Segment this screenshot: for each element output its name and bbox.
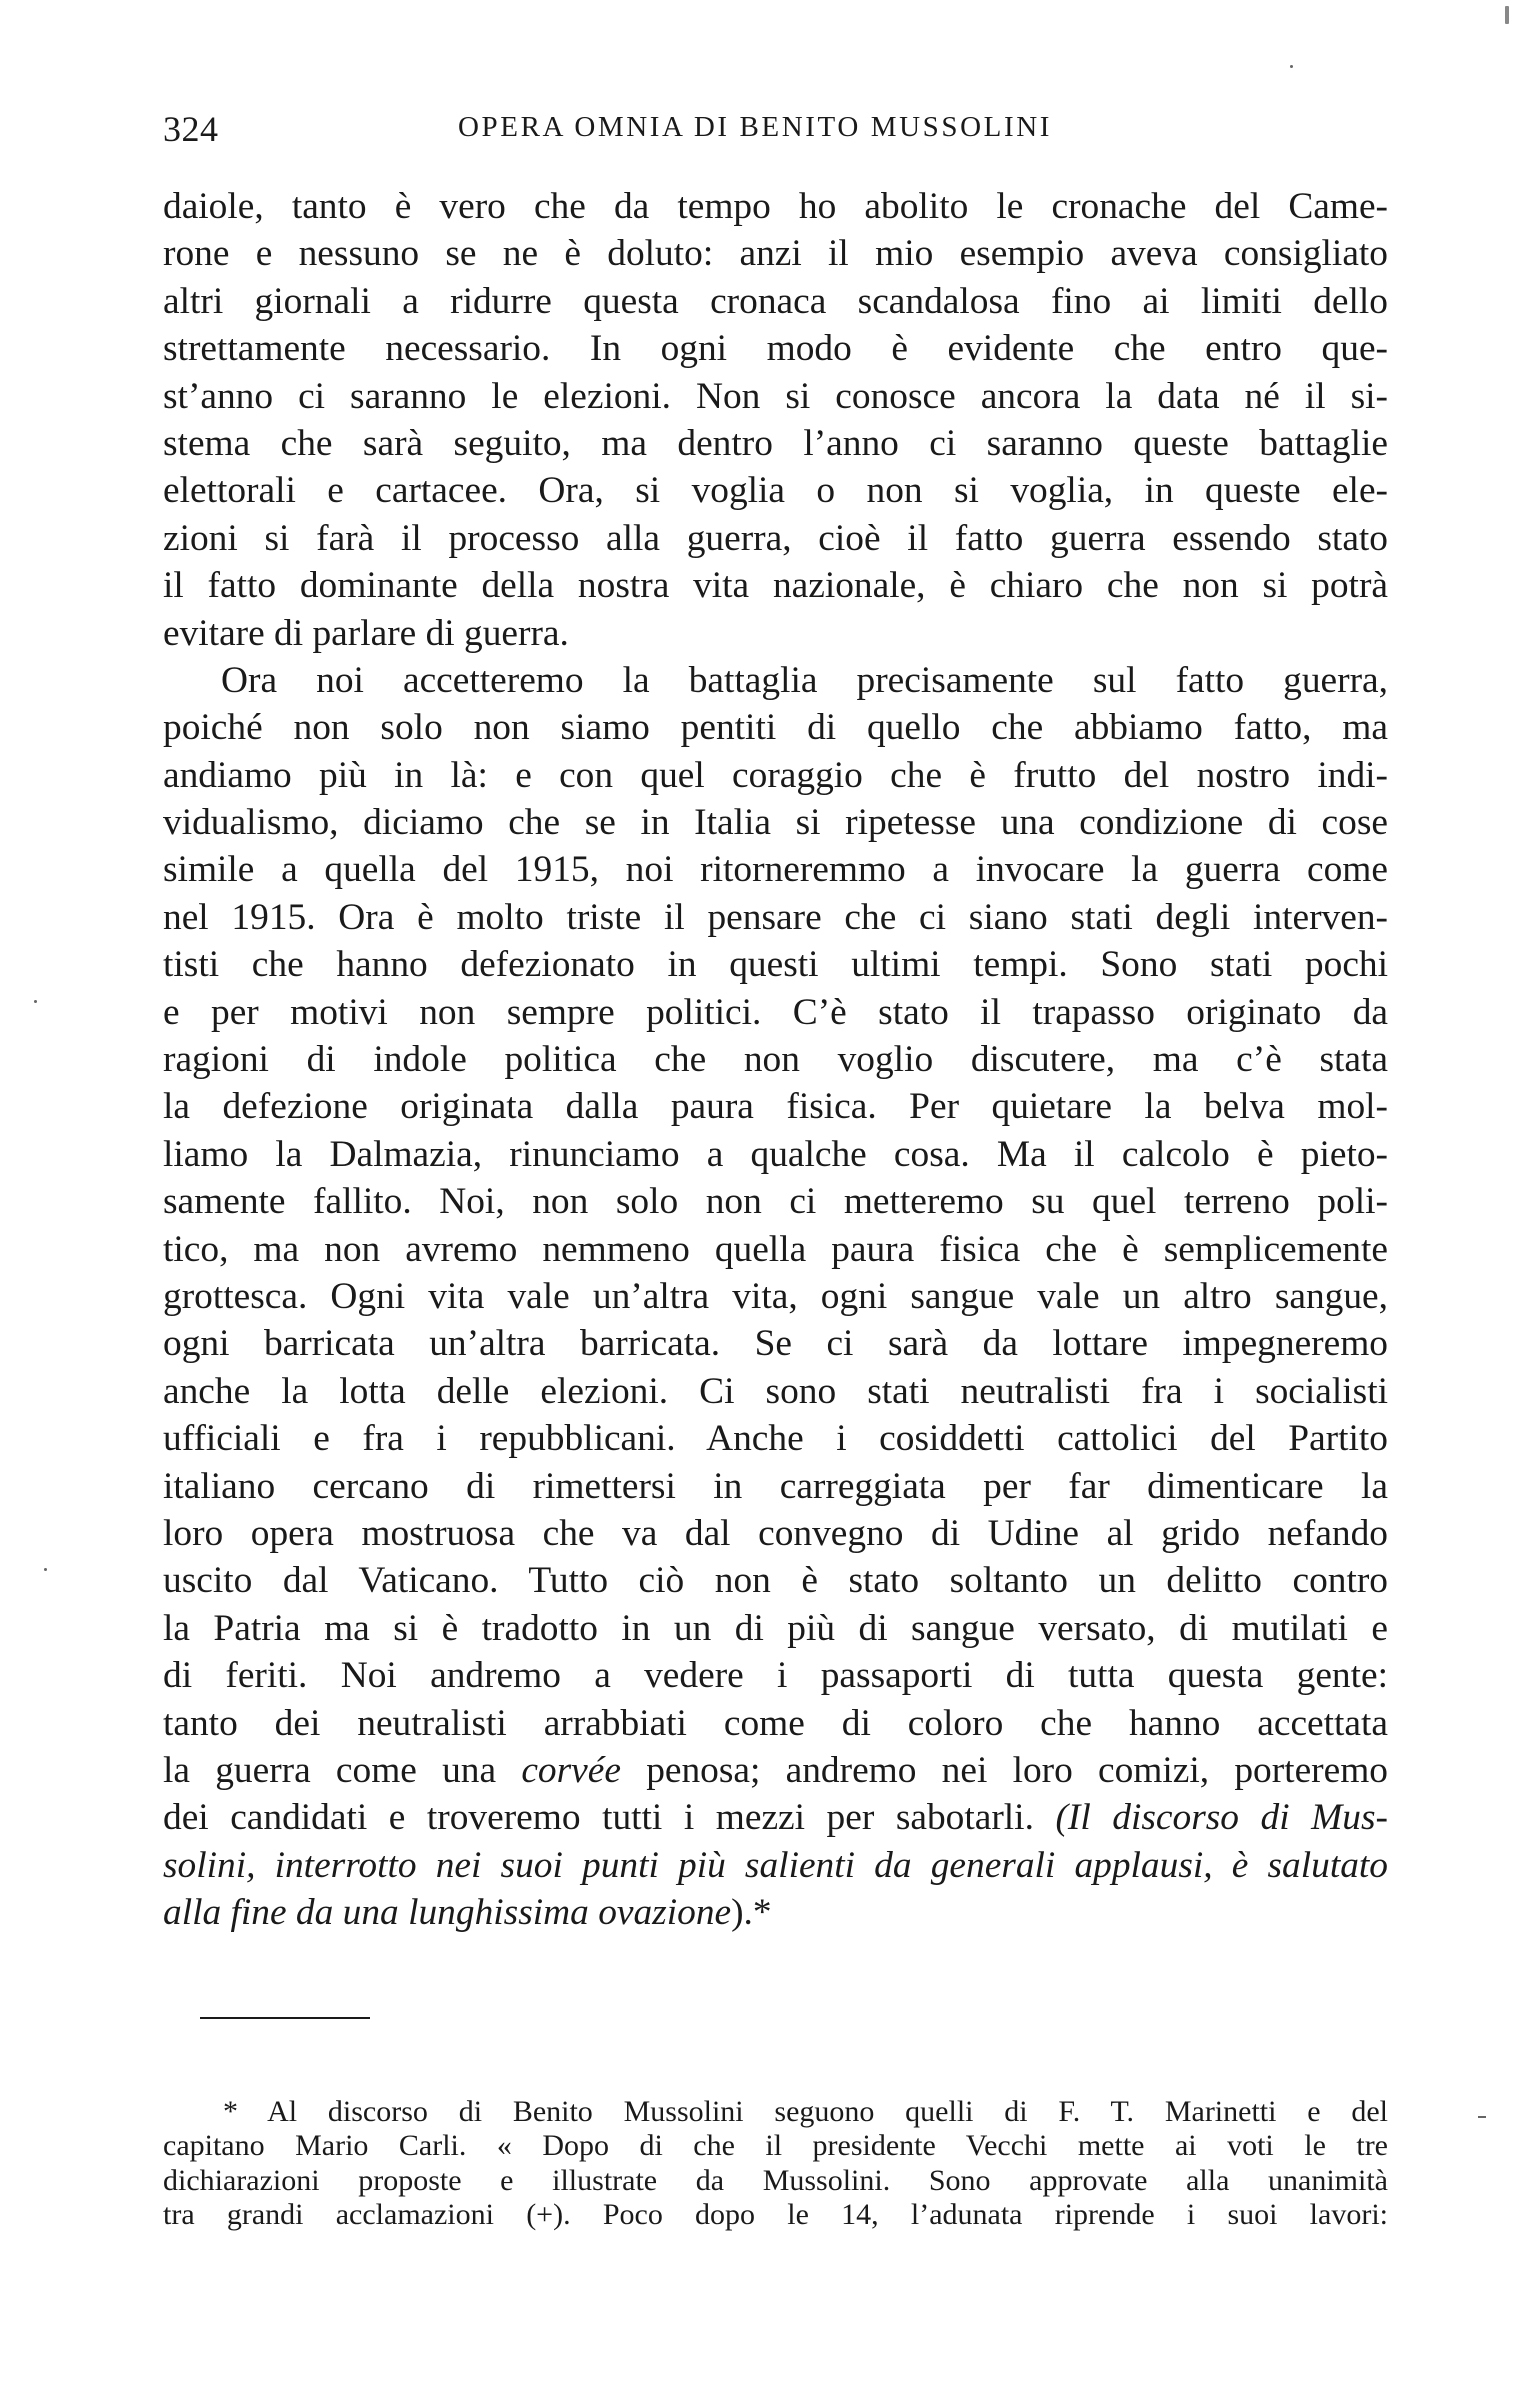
text-line: anche la lotta delle elezioni. Ci sono stati neutralisti fra i socialisti: [163, 1370, 1388, 1412]
scan-speck: [1478, 2116, 1486, 2118]
footnote-line: capitano Mario Carli. « Dopo di che il presidente Vecchi mette ai voti le tre: [163, 2129, 1388, 2163]
paragraph-first-line: Ora noi accetteremo la battaglia precisamente sul fatto guerra,: [221, 659, 1388, 701]
text-line: la defezione originata dalla paura fisica. Per quietare la belva mol-: [163, 1086, 1388, 1128]
text-line: andiamo più in là: e con quel coraggio che è frutto del nostro indi-: [163, 754, 1388, 796]
text-line: vidualismo, diciamo che se in Italia si ripetesse una condizione di cose: [163, 802, 1388, 844]
italic-segment: (Il discorso di Mus-: [1055, 1797, 1388, 1839]
text-segment: dei candidati e troveremo tutti i mezzi per sabotarli.: [163, 1797, 1034, 1839]
text-line: nel 1915. Ora è molto triste il pensare che ci siano stati degli interven-: [163, 896, 1388, 938]
text-line-applause-end: [163, 1889, 1388, 1936]
text-line: rone e nessuno se ne è doluto: anzi il mio esempio aveva consigliato: [163, 233, 1388, 275]
text-line: il fatto dominante della nostra vita nazionale, è chiaro che non si potrà: [163, 565, 1388, 607]
text-line: e per motivi non sempre politici. C’è stato il trapasso originato da: [163, 991, 1388, 1033]
text-line: uscito dal Vaticano. Tutto ciò non è stato soltanto un delitto contro: [163, 1560, 1388, 1602]
text-line: poiché non solo non siamo pentiti di quello che abbiamo fatto, ma: [163, 707, 1388, 749]
italic-segment: alla fine da una lunghissima ovazione: [163, 1892, 732, 1934]
text-line: loro opera mostruosa che va dal convegno di Udine al grido nefando: [163, 1512, 1388, 1554]
text-line: ufficiali e fra i repubblicani. Anche i cosiddetti cattolici del Partito: [163, 1418, 1388, 1460]
text-line-applause-start: [163, 1794, 1388, 1841]
text-line: di feriti. Noi andremo a vedere i passaporti di tutta questa gente:: [163, 1655, 1388, 1697]
text-line: daiole, tanto è vero che da tempo ho abolito le cronache del Came-: [163, 186, 1388, 227]
text-line: zioni si farà il processo alla guerra, cioè il fatto guerra essendo stato: [163, 517, 1388, 559]
footnote-rule: [200, 2017, 370, 2019]
running-head: [163, 108, 1385, 158]
text-line: grottesca. Ogni vita vale un’altra vita, ogni sangue vale un altro sangue,: [163, 1275, 1388, 1317]
text-line: simile a quella del 1915, noi ritorneremmo a invocare la guerra come: [163, 849, 1388, 891]
text-line: tanto dei neutralisti arrabbiati come di coloro che hanno accettata: [163, 1702, 1388, 1744]
text-segment: penosa; andremo nei loro comizi, porteremo: [620, 1749, 1388, 1791]
text-line: altri giornali a ridurre questa cronaca scandalosa fino ai limiti dello: [163, 280, 1388, 322]
text-line: samente fallito. Noi, non solo non ci metteremo su quel terreno poli-: [163, 1181, 1388, 1223]
text-line: ragioni di indole politica che non voglio discutere, ma c’è stata: [163, 1039, 1388, 1081]
footnote-line: tra grandi acclamazioni (+). Poco dopo le 14, l’adunata riprende i suoi lavori:: [163, 2197, 1388, 2231]
italic-word: corvée: [521, 1749, 621, 1791]
text-line: la Patria ma si è tradotto in un di più di sangue versato, di mutilati e: [163, 1607, 1388, 1649]
scan-speck: [44, 1568, 47, 1571]
text-line: tico, ma non avremo nemmeno quella paura fisica che è semplicemente: [163, 1228, 1388, 1270]
italic-line: solini, interrotto nei suoi punti più salienti da generali applausi, è salutato: [163, 1844, 1388, 1886]
paragraph-last-line: evitare di parlare di guerra.: [163, 612, 569, 654]
scan-speck: [34, 1000, 37, 1003]
text-line-corvee: [163, 1747, 1388, 1794]
footnote: [163, 2095, 1388, 2232]
footnote-line: dichiarazioni proposte e illustrate da Mussolini. Sono approvate alla unanimità: [163, 2163, 1388, 2197]
footnote-line: * Al discorso di Benito Mussolini seguono quelli di F. T. Marinetti e del: [223, 2095, 1388, 2128]
text-line: elettorali e cartacee. Ora, si voglia o non si voglia, in queste ele-: [163, 470, 1388, 512]
text-line: ogni barricata un’altra barricata. Se ci sarà da lottare impegneremo: [163, 1323, 1388, 1365]
running-title: OPERA OMNIA DI BENITO MUSSOLINI: [458, 111, 1053, 143]
scan-speck: [1505, 6, 1509, 24]
text-line: italiano cercano di rimettersi in carreggiata per far dimenticare la: [163, 1465, 1388, 1507]
scan-speck: [1290, 65, 1293, 68]
text-segment: la guerra come una: [163, 1749, 522, 1791]
text-line: st’anno ci saranno le elezioni. Non si conosce ancora la data né il si-: [163, 375, 1388, 417]
footnote-marker: ).*: [731, 1892, 772, 1934]
text-line: strettamente necessario. In ogni modo è evidente che entro que-: [163, 328, 1388, 370]
text-line: liamo la Dalmazia, rinunciamo a qualche cosa. Ma il calcolo è pieto-: [163, 1133, 1388, 1175]
text-line: stema che sarà seguito, ma dentro l’anno ci saranno queste battaglie: [163, 422, 1388, 464]
page-number: 324: [163, 109, 219, 149]
main-text: [163, 183, 1388, 1936]
text-line: tisti che hanno defezionato in questi ultimi tempi. Sono stati pochi: [163, 944, 1388, 986]
